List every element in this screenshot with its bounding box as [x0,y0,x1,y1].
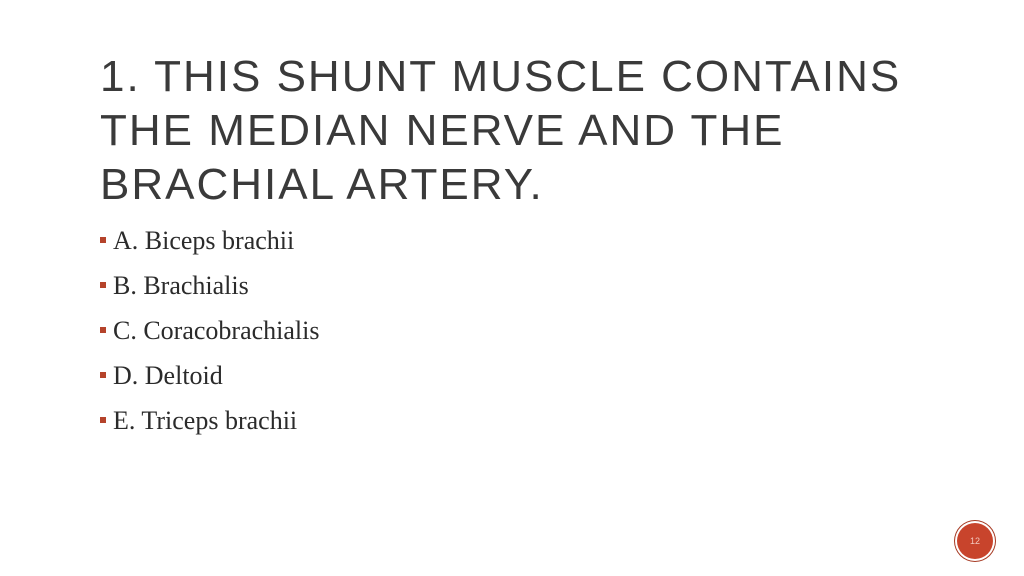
page-number-badge [957,523,993,559]
answer-option-label: C. Coracobrachialis [113,315,320,345]
square-bullet-icon [100,282,106,288]
answer-option-b [100,263,320,308]
answer-option-label: E. Triceps brachii [113,405,298,435]
answer-option-a [100,218,320,263]
answer-option-d [100,353,320,398]
answer-option-c [100,308,320,353]
answer-option-label: D. Deltoid [113,360,223,390]
square-bullet-icon [100,417,106,423]
answer-option-e [100,398,320,443]
square-bullet-icon [100,372,106,378]
slide-title: 1. THIS SHUNT MUSCLE CONTAINS THE MEDIAN NERVE AND THE BRACHIAL ARTERY. [100,52,902,209]
page-number: 12 [969,536,980,546]
square-bullet-icon [100,327,106,333]
square-bullet-icon [100,237,106,243]
answer-option-label: A. Biceps brachii [113,225,295,255]
answer-option-label: B. Brachialis [113,270,249,300]
answer-options-list [100,218,320,443]
